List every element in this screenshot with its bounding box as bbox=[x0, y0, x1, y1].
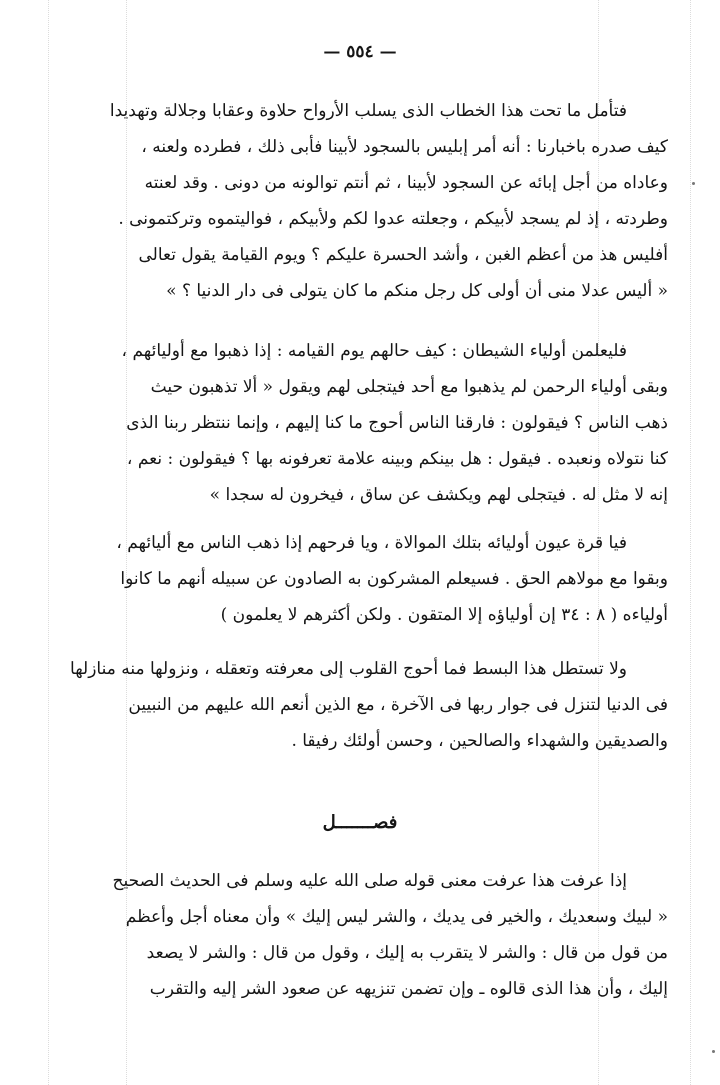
text-line: فيا قرة عيون أوليائه بتلك الموالاة ، ويا فرحهم إذا ذهب الناس مع أليائهم ، bbox=[116, 533, 627, 553]
text-line: وبقوا مع مولاهم الحق . فسيعلم المشركون به الصادون عن سبيله أنهم ما كانوا bbox=[120, 569, 668, 589]
text-line: أفليس هذ من أعظم الغبن ، وأشد الحسرة عليكم ؟ ويوم القيامة يقول تعالى bbox=[138, 245, 668, 265]
text-line: فليعلمن أولياء الشيطان : كيف حالهم يوم القيامه : إذا ذهبوا مع أوليائهم ، bbox=[121, 341, 627, 361]
text-line: وعاداه من أجل إبائه عن السجود لأبينا ، ثم أنتم توالونه من دونى . وقد لعنته bbox=[144, 173, 668, 193]
text-line: كيف صدره باخبارنا : أنه أمر إبليس بالسجود لأبينا فأبى ذلك ، فطرده ولعنه ، bbox=[141, 137, 668, 157]
text-line: والصديقين والشهداء والصالحين ، وحسن أولئك رفيقا . bbox=[291, 731, 668, 751]
text-line: إليك ، وأن هذا الذى قالوه ـ وإن تضمن تنزيهه عن صعود الشر إليه والتقرب bbox=[149, 979, 668, 999]
scan-speck bbox=[692, 182, 695, 185]
text-line: إنه لا مثل له . فيتجلى لهم ويكشف عن ساق ، فيخرون له سجدا » bbox=[209, 485, 668, 505]
text-line: من قول من قال : والشر لا يتقرب به إليك ، وقول من قال : والشر لا يصعد bbox=[146, 943, 668, 963]
text-line: إذا عرفت هذا عرفت معنى قوله صلى الله عليه وسلم فى الحديث الصحيح bbox=[112, 871, 627, 891]
text-line: أولياءه ( ٨ : ٣٤ إن أولياؤه إلا المتقون . ولكن أكثرهم لا يعلمون ) bbox=[220, 605, 668, 625]
section-title: فصـــــــل bbox=[322, 812, 398, 833]
scan-speck bbox=[712, 1050, 715, 1053]
page-number: — ٥٥٤ — bbox=[323, 42, 397, 62]
text-line: كنا نتولاه ونعبده . فيقول : هل بينكم وبينه علامة تعرفونه بها ؟ فيقولون : نعم ، bbox=[126, 449, 668, 469]
text-line: « لبيك وسعديك ، والخير فى يديك ، والشر ليس إليك » وأن معناه أجل وأعظم bbox=[125, 907, 668, 927]
text-line: فى الدنيا لتنزل فى جوار ربها فى الآخرة ، مع الذين أنعم الله عليهم من النبيين bbox=[128, 695, 668, 715]
text-line: « أليس عدلا منى أن أولى كل رجل منكم ما كان يتولى فى دار الدنيا ؟ » bbox=[166, 281, 668, 301]
text-line: ولا تستطل هذا البسط فما أحوج القلوب إلى معرفته وتعقله ، ونزولها منه منازلها bbox=[70, 659, 627, 679]
text-line: ذهب الناس ؟ فيقولون : فارقنا الناس أحوج ما كنا إليهم ، وإنما ننتظر ربنا الذى bbox=[126, 413, 668, 433]
text-line: فتأمل ما تحت هذا الخطاب الذى يسلب الأرواح حلاوة وعقابا وجلالة وتهديدا bbox=[109, 101, 627, 121]
text-line: وطردته ، إذ لم يسجد لأبيكم ، وجعلته عدوا لكم ولأبيكم ، فواليتموه وتركتمونى . bbox=[118, 209, 668, 229]
text-line: وبقى أولياء الرحمن لم يذهبوا مع أحد فيتجلى لهم ويقول « ألا تذهبون حيث bbox=[150, 377, 668, 397]
scan-guide-line bbox=[690, 0, 691, 1085]
